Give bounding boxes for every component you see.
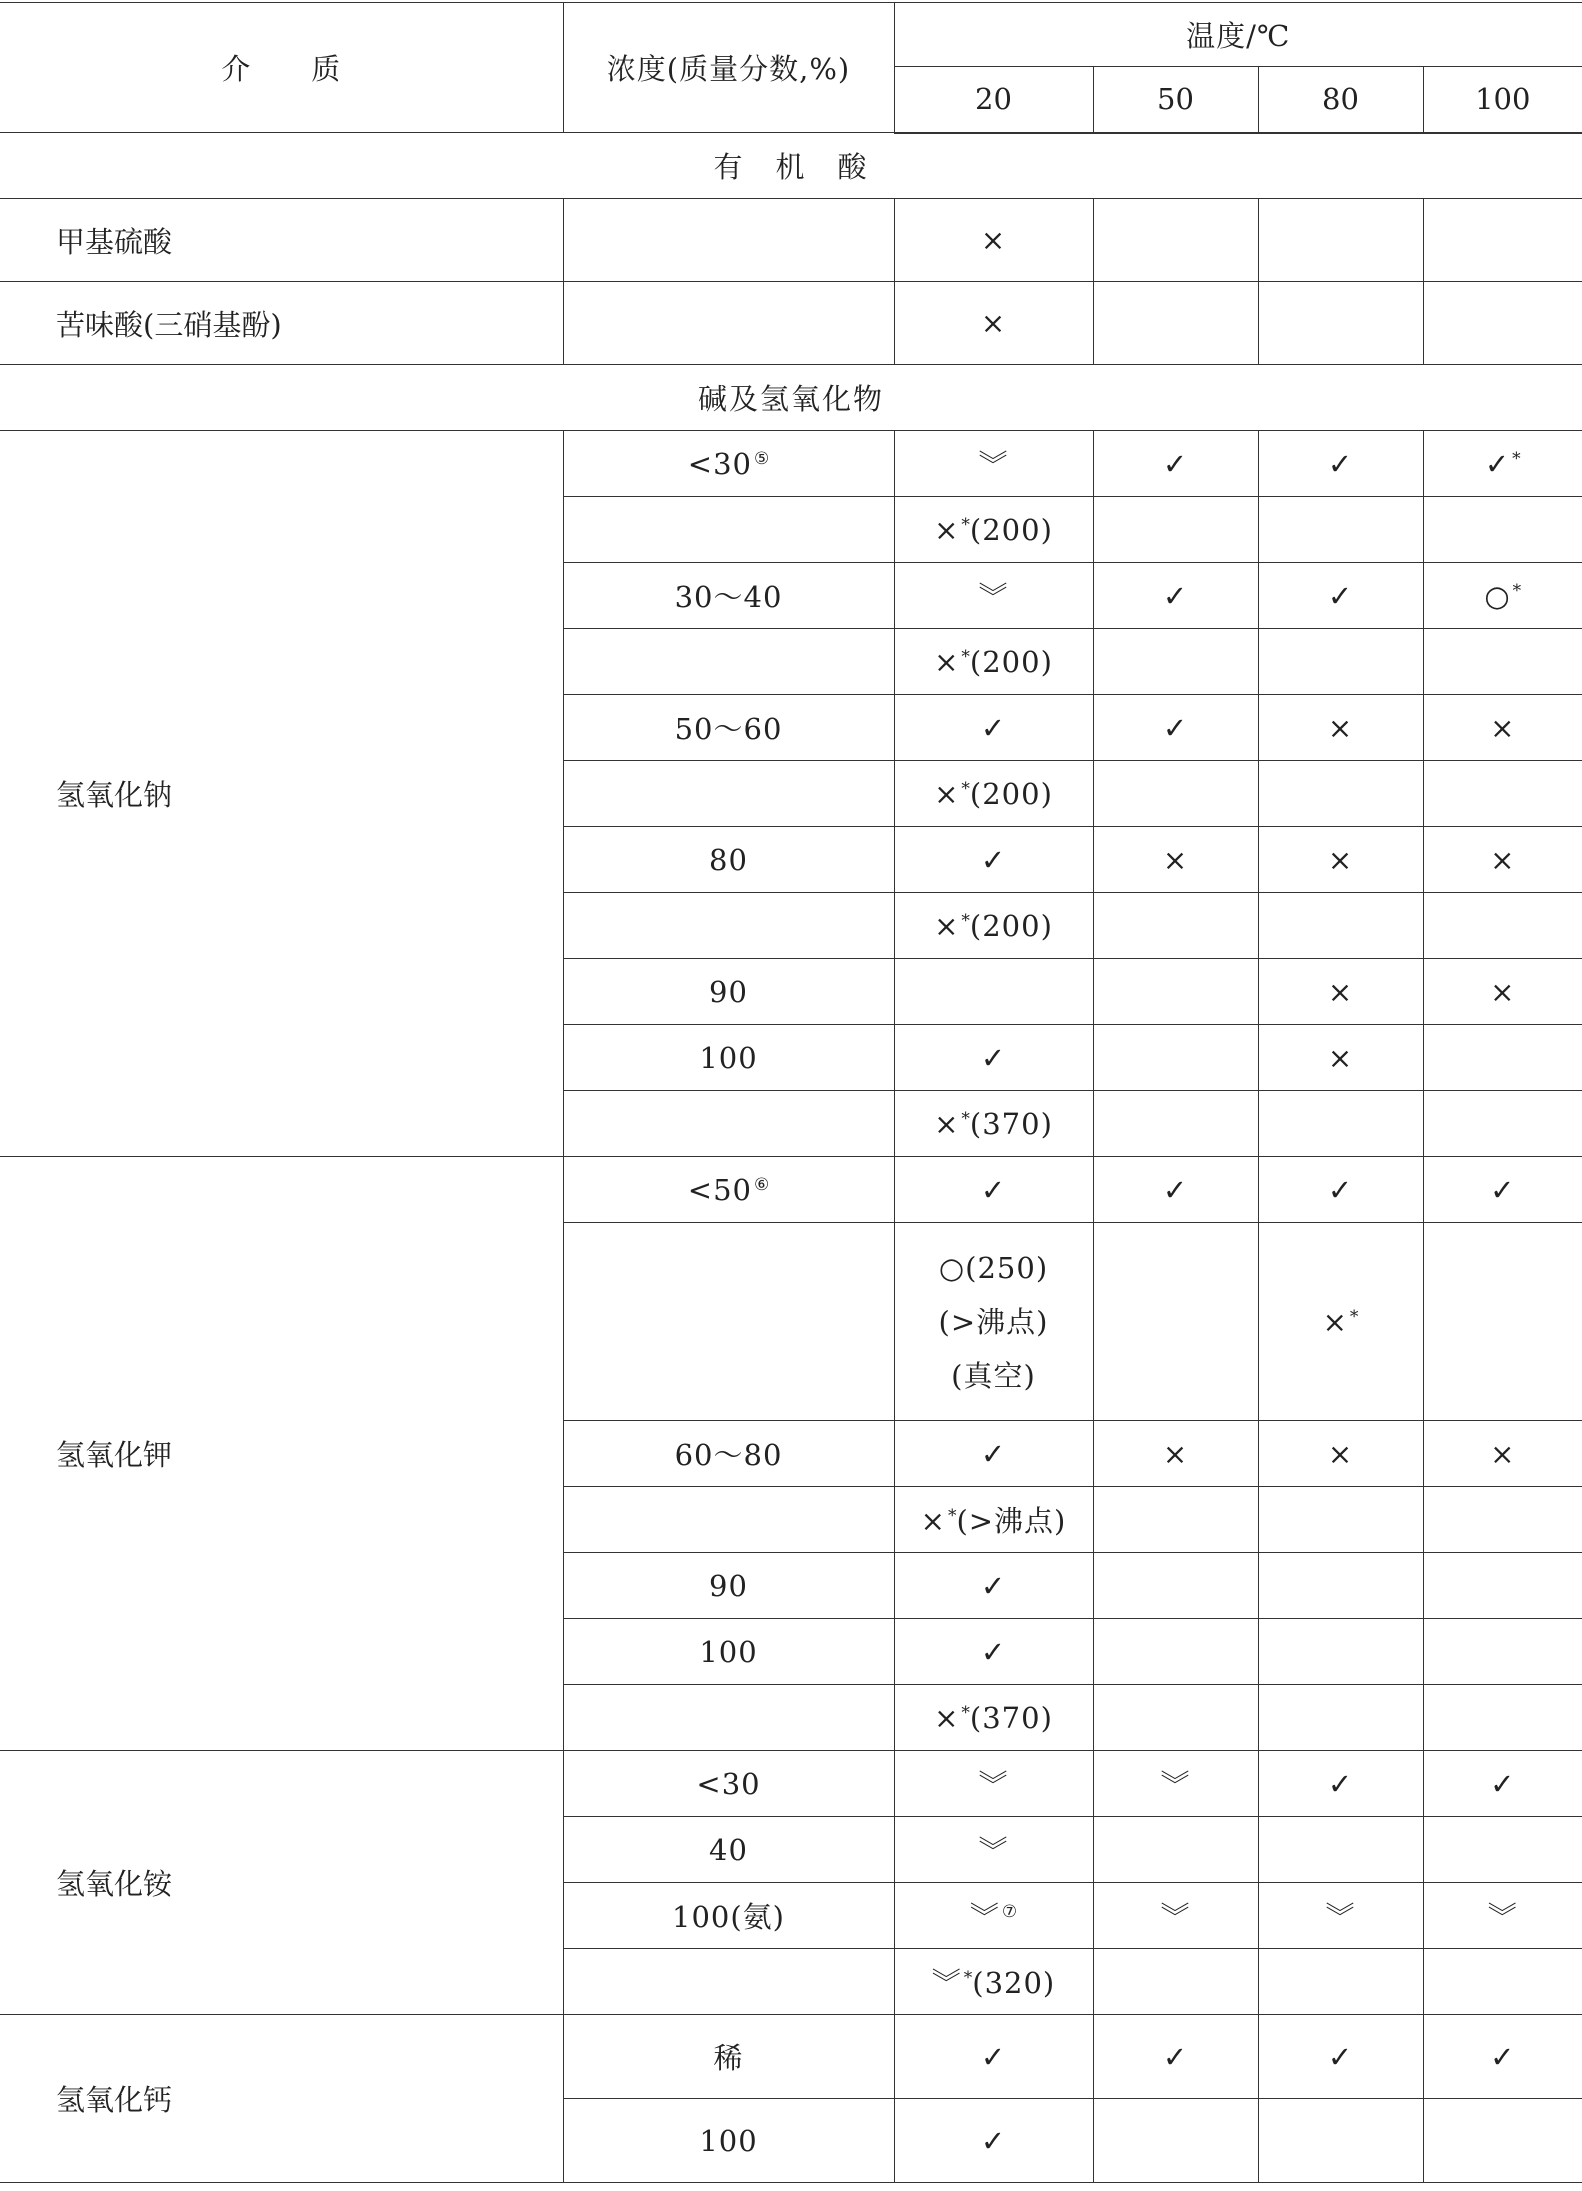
concentration-cell: <50 ⑥ [563, 1157, 894, 1223]
rating-cell-80c: ✓ [1258, 2015, 1423, 2099]
rating-cell-80c [1258, 1685, 1423, 1751]
rating-cell-20c: ✓ [894, 1619, 1093, 1685]
rating-cell-50c [1093, 629, 1258, 695]
rating-cell-100c [1423, 282, 1582, 365]
rating-cell-80c [1258, 2099, 1423, 2183]
rating-cell-20c: ✓ [894, 2099, 1093, 2183]
concentration-cell [563, 497, 894, 563]
section-header-row [0, 133, 1582, 199]
concentration-cell [563, 282, 894, 365]
rating-cell-50c: × [1093, 1421, 1258, 1487]
rating-cell-50c [1093, 2099, 1258, 2183]
rating-cell-100c [1423, 893, 1582, 959]
rating-cell-100c [1423, 1025, 1582, 1091]
rating-cell-80c [1258, 1553, 1423, 1619]
concentration-cell: <30 [563, 1751, 894, 1817]
header-temperature: 温度/℃ [894, 3, 1582, 67]
rating-cell-80c: × [1258, 1421, 1423, 1487]
rating-cell-100c [1423, 1949, 1582, 2015]
rating-cell-50c [1093, 1025, 1258, 1091]
rating-cell-50c [1093, 1223, 1258, 1421]
medium-cell: 氢氧化钠 [0, 431, 563, 1157]
rating-cell-20c [894, 959, 1093, 1025]
concentration-cell: 100 [563, 2099, 894, 2183]
rating-cell-20c: ✓ [894, 827, 1093, 893]
rating-cell-50c: ✓ [1093, 695, 1258, 761]
rating-cell-20c: ︾ [894, 1751, 1093, 1817]
rating-cell-100c: × [1423, 827, 1582, 893]
rating-cell-80c [1258, 1487, 1423, 1553]
rating-cell-100c: ✓ [1423, 1157, 1582, 1223]
medium-cell: 苦味酸(三硝基酚) [0, 282, 563, 365]
corrosion-resistance-table [0, 2, 1582, 2183]
rating-cell-80c: ✓ [1258, 1751, 1423, 1817]
rating-cell-80c: ✓ [1258, 431, 1423, 497]
table-row [0, 199, 1582, 282]
rating-cell-20c: ✓ [894, 1157, 1093, 1223]
rating-cell-80c [1258, 282, 1423, 365]
rating-cell-100c [1423, 2099, 1582, 2183]
rating-cell-100c [1423, 199, 1582, 282]
medium-cell: 氢氧化铵 [0, 1751, 563, 2015]
rating-cell-100c [1423, 761, 1582, 827]
rating-cell-100c [1423, 1685, 1582, 1751]
rating-cell-80c [1258, 1817, 1423, 1883]
rating-cell-80c [1258, 761, 1423, 827]
rating-cell-20c: × *(200) [894, 629, 1093, 695]
rating-cell-20c: ︾ [894, 431, 1093, 497]
table-header [0, 3, 1582, 133]
rating-cell-50c [1093, 199, 1258, 282]
rating-cell-50c [1093, 497, 1258, 563]
table-row [0, 1157, 1582, 1223]
rating-cell-100c: ︾ [1423, 1883, 1582, 1949]
concentration-cell: 100(氨) [563, 1883, 894, 1949]
rating-cell-20c: × *(370) [894, 1685, 1093, 1751]
table-body [0, 133, 1582, 2183]
rating-cell-50c [1093, 1553, 1258, 1619]
rating-cell-20c: ✓ [894, 1553, 1093, 1619]
table-row [0, 282, 1582, 365]
section-title: 有 机 酸 [0, 133, 1582, 199]
rating-cell-20c: ✓ [894, 695, 1093, 761]
rating-cell-100c [1423, 1553, 1582, 1619]
rating-cell-80c: × [1258, 1025, 1423, 1091]
concentration-cell: 80 [563, 827, 894, 893]
rating-cell-80c: ✓ [1258, 563, 1423, 629]
rating-cell-20c: ○(250) (>沸点) (真空) [894, 1223, 1093, 1421]
rating-cell-100c: ✓ [1423, 1751, 1582, 1817]
rating-cell-80c [1258, 1619, 1423, 1685]
concentration-cell [563, 199, 894, 282]
rating-cell-20c: × [894, 199, 1093, 282]
concentration-cell [563, 1091, 894, 1157]
rating-cell-20c: × *(200) [894, 497, 1093, 563]
rating-cell-50c: ︾ [1093, 1751, 1258, 1817]
concentration-cell: 90 [563, 959, 894, 1025]
rating-cell-20c: ✓ [894, 1421, 1093, 1487]
rating-cell-80c: × [1258, 695, 1423, 761]
rating-cell-20c: ︾ [894, 563, 1093, 629]
concentration-cell: <30 ⑤ [563, 431, 894, 497]
rating-cell-50c [1093, 1949, 1258, 2015]
rating-cell-100c: × [1423, 695, 1582, 761]
concentration-cell [563, 629, 894, 695]
rating-cell-50c [1093, 959, 1258, 1025]
rating-cell-80c [1258, 1949, 1423, 2015]
section-header-row [0, 365, 1582, 431]
table-row [0, 2015, 1582, 2099]
header-concentration: 浓度(质量分数,%) [563, 3, 894, 133]
rating-cell-50c [1093, 1685, 1258, 1751]
header-temp-50: 50 [1093, 67, 1258, 133]
concentration-cell: 30～40 [563, 563, 894, 629]
rating-cell-80c [1258, 199, 1423, 282]
rating-cell-80c: × * [1258, 1223, 1423, 1421]
rating-cell-20c: × *(200) [894, 893, 1093, 959]
rating-cell-100c: ✓ [1423, 2015, 1582, 2099]
rating-cell-20c: × *(370) [894, 1091, 1093, 1157]
table-row [0, 431, 1582, 497]
concentration-cell: 60～80 [563, 1421, 894, 1487]
rating-cell-20c: ✓ [894, 1025, 1093, 1091]
rating-cell-20c: ✓ [894, 2015, 1093, 2099]
concentration-cell [563, 1223, 894, 1421]
concentration-cell [563, 1487, 894, 1553]
rating-cell-80c [1258, 893, 1423, 959]
concentration-cell: 稀 [563, 2015, 894, 2099]
rating-cell-20c: × [894, 282, 1093, 365]
rating-cell-50c [1093, 282, 1258, 365]
concentration-cell [563, 1949, 894, 2015]
rating-cell-50c [1093, 893, 1258, 959]
medium-cell: 甲基硫酸 [0, 199, 563, 282]
concentration-cell: 90 [563, 1553, 894, 1619]
rating-cell-20c: × *(200) [894, 761, 1093, 827]
section-title: 碱及氢氧化物 [0, 365, 1582, 431]
rating-cell-100c [1423, 1817, 1582, 1883]
medium-cell: 氢氧化钙 [0, 2015, 563, 2183]
header-medium: 介 质 [0, 3, 563, 133]
concentration-cell: 40 [563, 1817, 894, 1883]
medium-cell: 氢氧化钾 [0, 1157, 563, 1751]
rating-cell-100c [1423, 1487, 1582, 1553]
rating-cell-50c: ✓ [1093, 1157, 1258, 1223]
concentration-cell [563, 893, 894, 959]
rating-cell-100c: × [1423, 959, 1582, 1025]
rating-cell-100c [1423, 1223, 1582, 1421]
rating-cell-100c: ✓ * [1423, 431, 1582, 497]
rating-cell-50c: × [1093, 827, 1258, 893]
rating-cell-50c [1093, 1487, 1258, 1553]
header-temp-80: 80 [1258, 67, 1423, 133]
rating-cell-80c: × [1258, 827, 1423, 893]
rating-cell-100c [1423, 497, 1582, 563]
header-temp-100: 100 [1423, 67, 1582, 133]
concentration-cell [563, 1685, 894, 1751]
rating-cell-80c: × [1258, 959, 1423, 1025]
header-temp-20: 20 [894, 67, 1093, 133]
rating-cell-80c [1258, 497, 1423, 563]
concentration-cell: 100 [563, 1025, 894, 1091]
rating-cell-50c [1093, 1091, 1258, 1157]
concentration-cell [563, 761, 894, 827]
rating-cell-20c: ︾ *(320) [894, 1949, 1093, 2015]
rating-cell-100c: ○ * [1423, 563, 1582, 629]
rating-cell-20c: ︾ ⑦ [894, 1883, 1093, 1949]
rating-cell-50c [1093, 1619, 1258, 1685]
rating-cell-100c [1423, 1619, 1582, 1685]
rating-cell-50c: ✓ [1093, 563, 1258, 629]
rating-cell-20c: ︾ [894, 1817, 1093, 1883]
rating-cell-80c: ✓ [1258, 1157, 1423, 1223]
rating-cell-100c: × [1423, 1421, 1582, 1487]
rating-cell-50c: ✓ [1093, 2015, 1258, 2099]
rating-cell-50c: ︾ [1093, 1883, 1258, 1949]
rating-cell-20c: × *(>沸点) [894, 1487, 1093, 1553]
concentration-cell: 50～60 [563, 695, 894, 761]
rating-cell-50c [1093, 761, 1258, 827]
concentration-cell: 100 [563, 1619, 894, 1685]
rating-cell-80c [1258, 1091, 1423, 1157]
table-row [0, 1751, 1582, 1817]
rating-cell-100c [1423, 1091, 1582, 1157]
rating-cell-100c [1423, 629, 1582, 695]
rating-cell-50c [1093, 1817, 1258, 1883]
rating-cell-80c: ︾ [1258, 1883, 1423, 1949]
rating-cell-80c [1258, 629, 1423, 695]
rating-cell-50c: ✓ [1093, 431, 1258, 497]
